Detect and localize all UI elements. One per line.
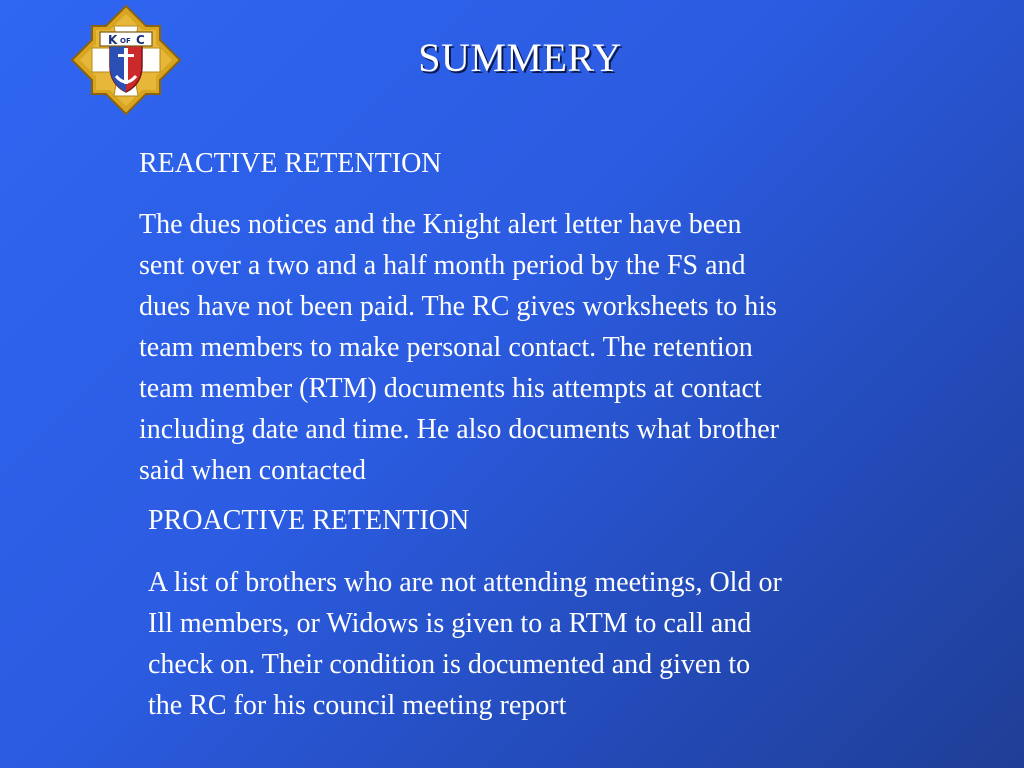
svg-text:C: C [136, 33, 145, 47]
paragraph-line: the RC for his council meeting report [148, 690, 567, 721]
paragraph-line: dues have not been paid. The RC gives worksheets to his [139, 291, 777, 322]
paragraph-line: Ill members, or Widows is given to a RTM to call and [148, 608, 752, 639]
proactive-retention-heading: PROACTIVE RETENTION [148, 505, 470, 536]
paragraph-line: said when contacted [139, 455, 367, 486]
reactive-retention-paragraph [139, 204, 939, 491]
slide-title: SUMMERY [418, 35, 622, 80]
paragraph-line: team member (RTM) documents his attempts at contact [139, 373, 762, 404]
paragraph-line: sent over a two and a half month period by the FS and [139, 250, 746, 281]
paragraph-line: team members to make personal contact. The retention [139, 332, 753, 363]
paragraph-line: including date and time. He also documents what brother [139, 414, 779, 445]
paragraph-line: The dues notices and the Knight alert letter have been [139, 209, 742, 240]
paragraph-line: A list of brothers who are not attending meetings, Old or [148, 567, 782, 598]
paragraph-line: check on. Their condition is documented and given to [148, 649, 751, 680]
reactive-retention-heading: REACTIVE RETENTION [139, 148, 442, 179]
svg-text:OF: OF [120, 37, 131, 45]
proactive-retention-paragraph [148, 562, 948, 726]
svg-text:K: K [108, 33, 118, 47]
